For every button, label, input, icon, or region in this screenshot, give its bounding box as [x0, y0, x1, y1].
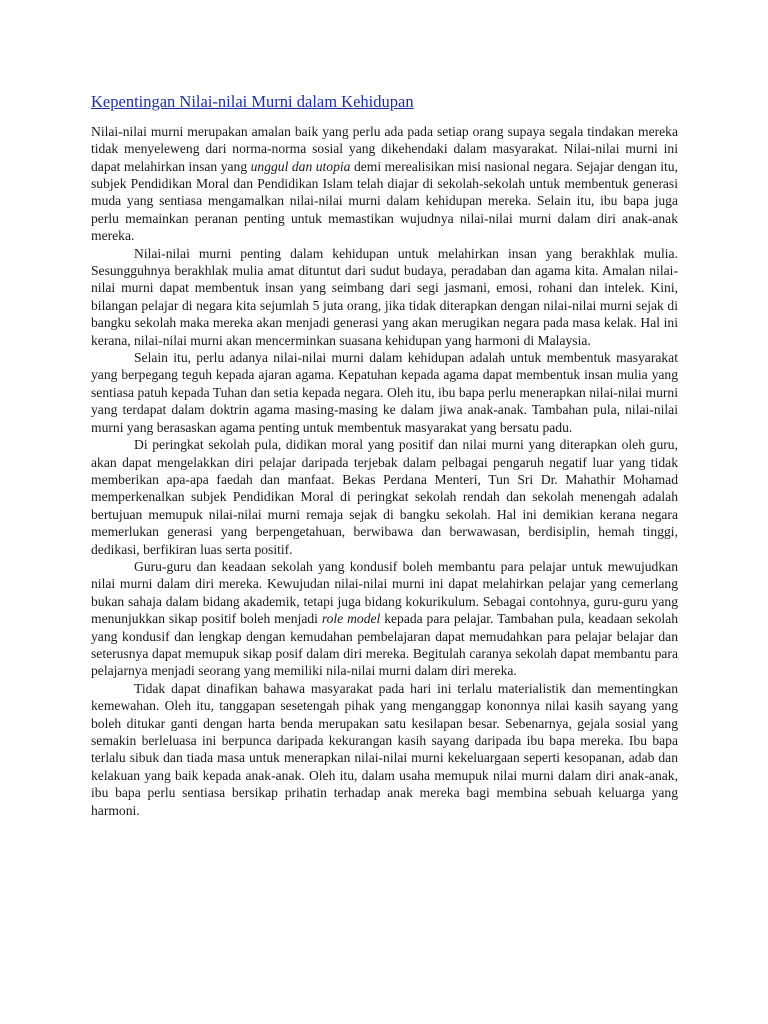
emphasis-text: role model [321, 611, 381, 627]
paragraph-text: Selain itu, perlu adanya nilai-nilai murni dalam kehidupan adalah untuk membentuk masyarakat yang berpegang teguh kepada ajaran agama. Kepatuhan kepada agama dapat membentuk insan mulia yang sentiasa patuh kepada Tuhan dan setia kepada negara. Oleh itu, ibu bapa perlu menerapkan nilai-nilai murni yang terdapat dalam doktrin agama masing-masing ke dalam jiwa anak-anak. Tambahan pula, nilai-nilai murni yang berasaskan agama penting untuk membentuk masyarakat yang bersatu padu. [91, 350, 678, 435]
paragraph-text: Di peringkat sekolah pula, didikan moral yang positif dan nilai murni yang diterapkan oleh guru, akan dapat mengelakkan diri pelajar daripada terjebak dalam pelbagai pengaruh negatif luar yang tidak memberikan apa-apa faedah dan manfaat. Bekas Perdana Menteri, Tun Sri Dr. Mahathir Mohamad memperkenalkan subjek Pendidikan Moral di peringkat sekolah rendah dan sekolah menengah adalah bertujuan memupuk nilai-nilai murni remaja sejak di bangku sekolah. Hal ini demikian kerana negara memerlukan generasi yang berpengetahuan, berwibawa dan berwawasan, berdisiplin, hemah tinggi, dedikasi, berfikiran luas serta positif. [91, 437, 678, 557]
paragraph-5 [91, 558, 678, 680]
paragraph-text: Nilai-nilai murni merupakan amalan baik yang perlu ada pada setiap orang supaya segala tindakan mereka tidak menyeleweng dari norma-norma sosial yang dikehendaki dalam masyarakat. Nilai-nilai murni ini dapat melahirkan insan yang [91, 123, 678, 174]
paragraph-text: Guru-guru dan keadaan sekolah yang kondusif boleh membantu para pelajar untuk mewujudkan nilai murni dalam diri mereka. Kewujudan nilai-nilai murni ini dapat melahirkan pelajar yang cemerlang bukan sahaja dalam bidang akademik, tetapi juga bidang kokurikulum. Sebagai contohnya, guru-guru yang menunjukkan sikap positif boleh menjadi [91, 558, 678, 627]
document-title: Kepentingan Nilai-nilai Murni dalam Kehidupan [91, 92, 414, 111]
paragraph-3 [91, 349, 678, 436]
paragraph-text: Nilai-nilai murni penting dalam kehidupan untuk melahirkan insan yang berakhlak mulia. Sesungguhnya berakhlak mulia amat dituntut dari sudut budaya, peradaban dan agama kita. Amalan nilai-nilai murni dapat membentuk insan yang seimbang dari segi jasmani, emosi, rohani dan intelek. Kini, bilangan pelajar di negara kita sejumlah 5 juta orang, jika tidak diterapkan dengan nilai-nilai murni sejak di bangku sekolah maka mereka akan menjadi generasi yang akan merugikan negara pada masa kelak. Hal ini kerana, nilai-nilai murni akan mencerminkan suasana kehidupan yang harmoni di Malaysia. [91, 245, 678, 348]
paragraph-text: demi merealisikan misi nasional negara. Sejajar dengan itu, subjek Pendidikan Moral dan Pendidikan Islam telah diajar di sekolah-sekolah untuk membentuk generasi muda yang sentiasa mengamalkan nilai-nilai murni dalam kehidupan mereka. Selain itu, ibu bapa juga perlu memainkan peranan penting untuk memastikan wujudnya nilai-nilai murni dalam diri anak-anak mereka. [91, 158, 678, 244]
paragraph-2 [91, 245, 678, 349]
paragraph-4 [91, 436, 678, 558]
paragraph-text: Tidak dapat dinafikan bahawa masyarakat pada hari ini terlalu materialistik dan mementingkan kemewahan. Oleh itu, tanggapan sesetengah pihak yang menganggap kononnya nilai kasih sayang yang boleh ditukar ganti dengan harta benda merupakan satu kesilapan besar. Sebenarnya, gejala sosial yang semakin berleluasa ini berpunca daripada kekurangan kasih sayang daripada ibu bapa mereka. Ibu bapa terlalu sibuk dan tiada masa untuk menerapkan nilai-nilai murni kekeluargaan seperti kesopanan, adab dan kelakuan yang baik kepada anak-anak. Oleh itu, dalam usaha memupuk nilai murni dalam diri anak-anak, ibu bapa perlu sentiasa bersikap prihatin terhadap anak mereka bagi membina sebuah keluarga yang harmoni. [91, 680, 678, 818]
document-page [91, 92, 678, 819]
paragraph-text: kepada para pelajar. Tambahan pula, keadaan sekolah yang kondusif dan lengkap dengan kemudahan pembelajaran dapat memudahkan para pelajar belajar dan seterusnya dapat memupuk sikap posif dalam diri mereka. Begitulah caranya sekolah dapat membantu para pelajarnya menjadi seorang yang memiliki nila-nilai murni dalam diri mereka. [91, 611, 678, 679]
emphasis-text: unggul dan utopia [250, 158, 351, 174]
paragraph-6 [91, 680, 678, 819]
paragraph-1 [91, 123, 678, 245]
